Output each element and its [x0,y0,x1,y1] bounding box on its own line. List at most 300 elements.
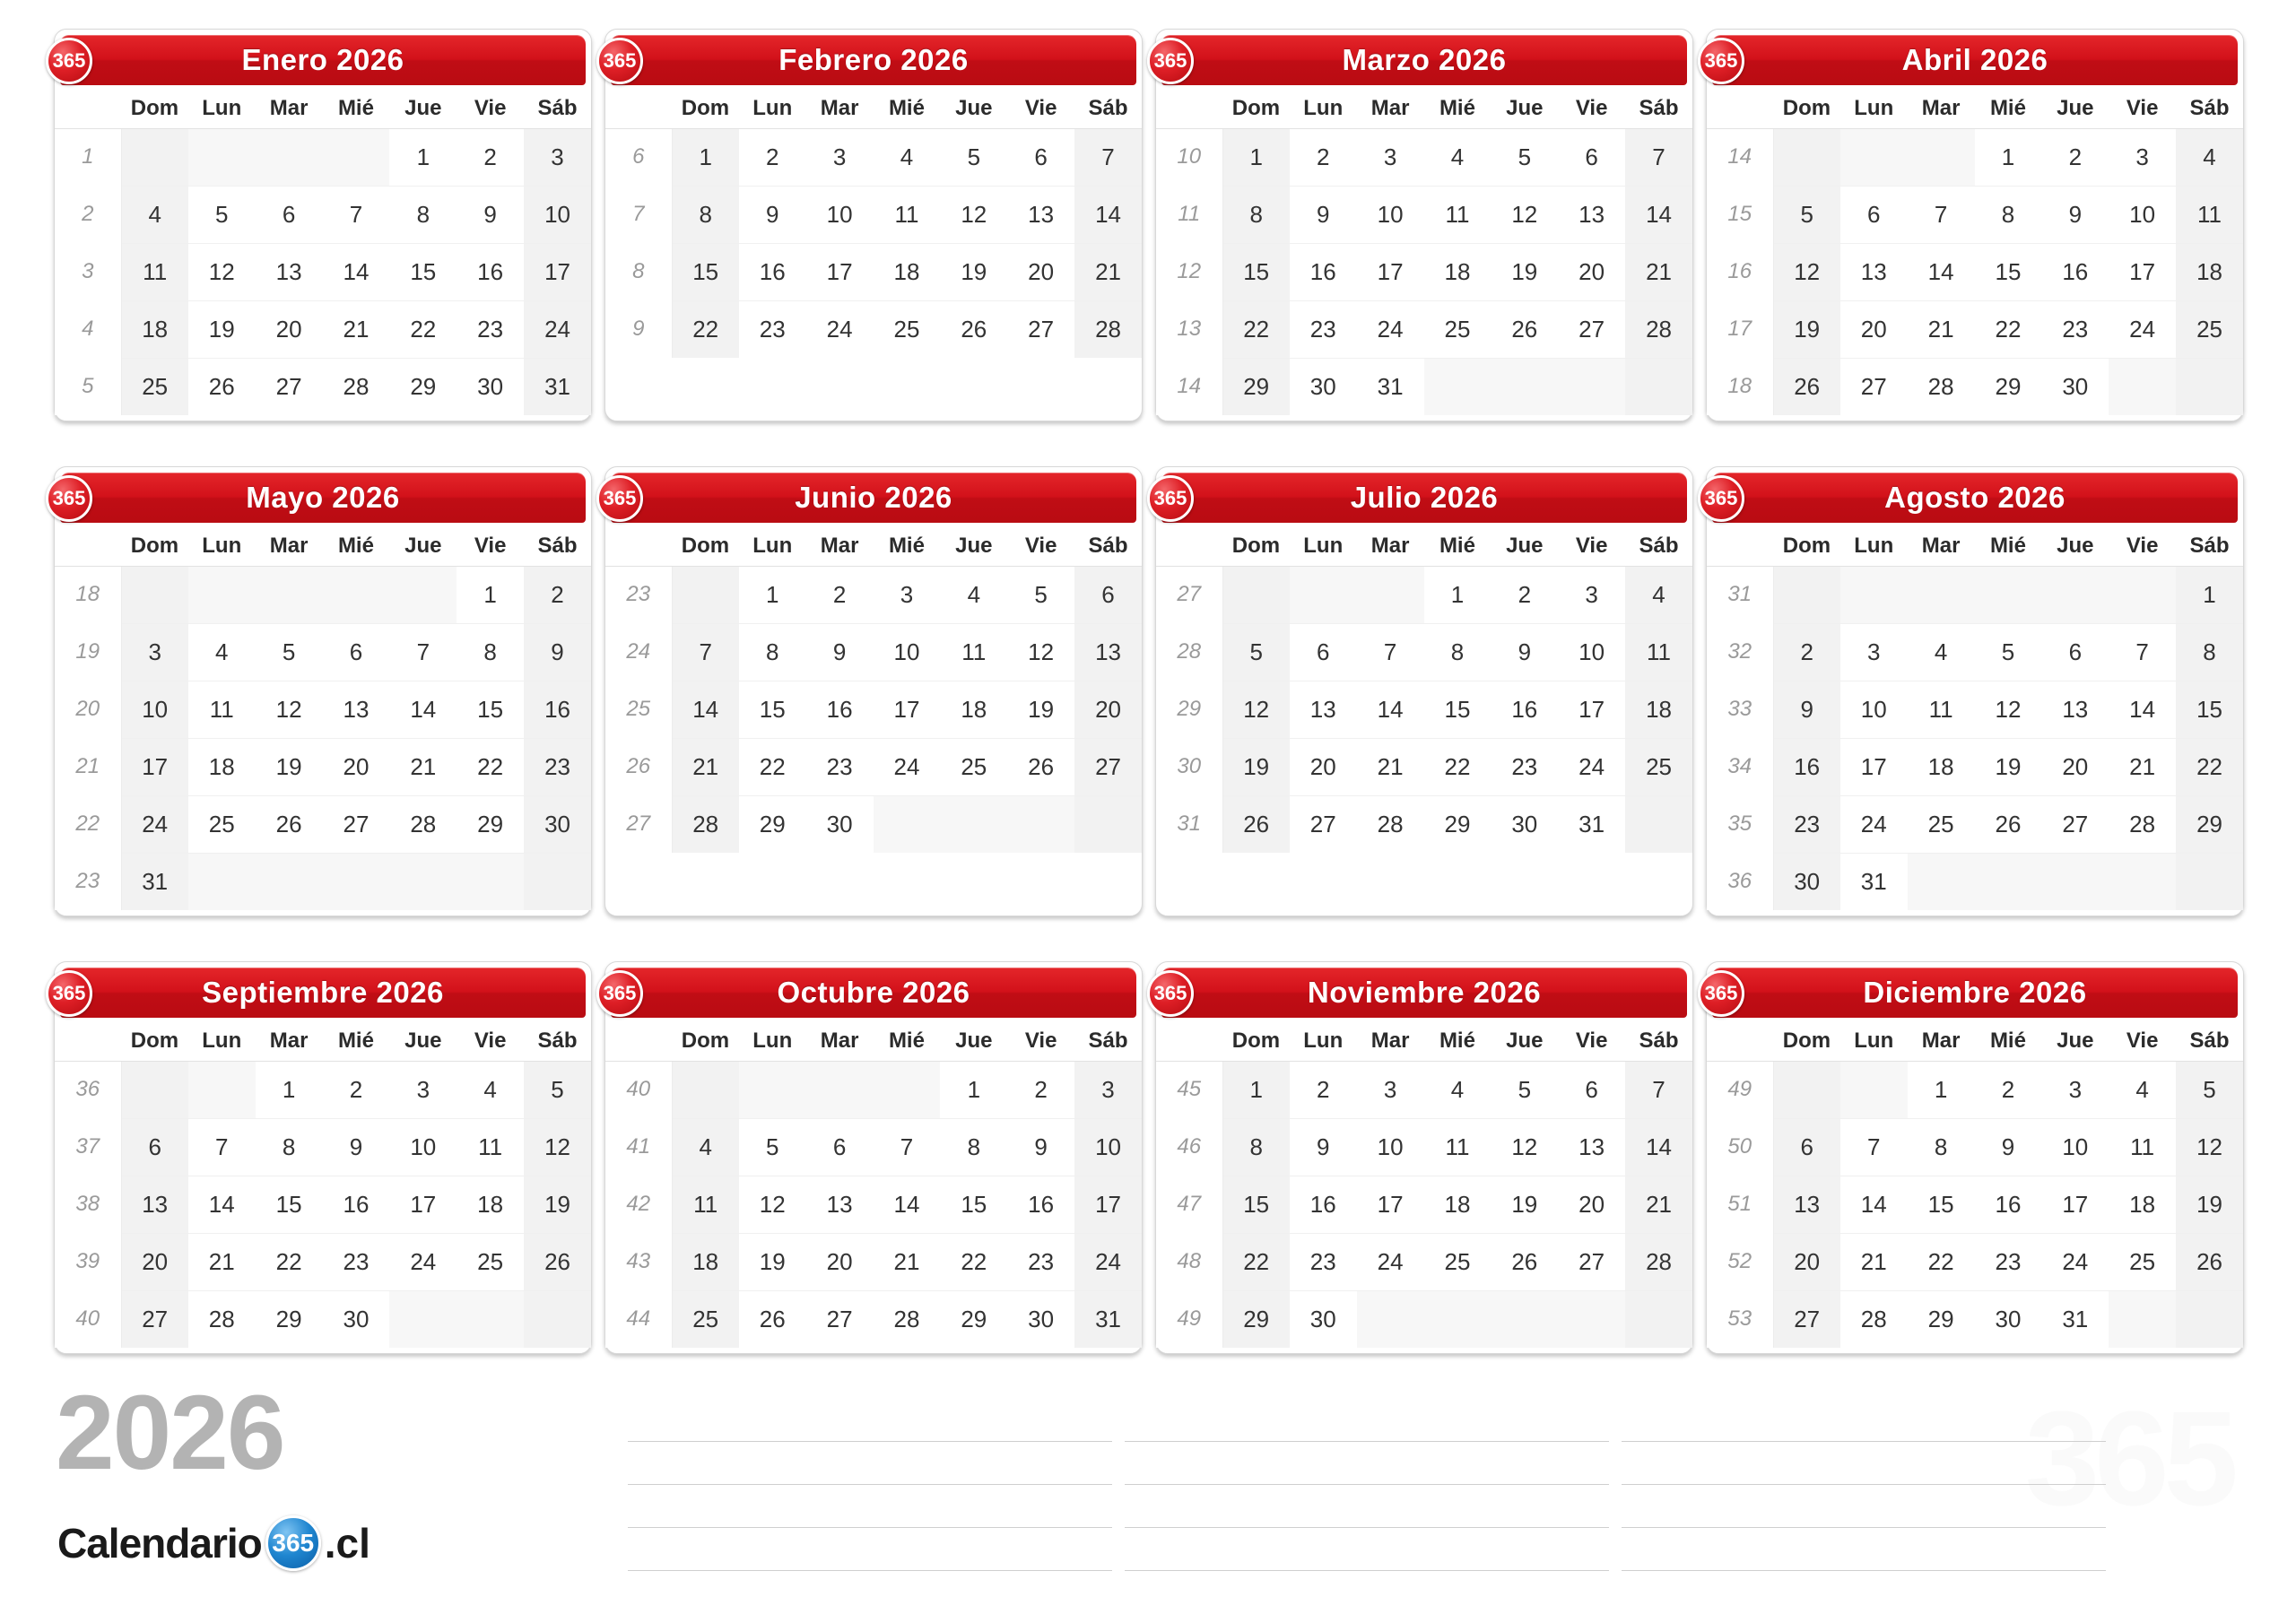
day-cell[interactable]: 17 [1558,681,1625,738]
day-cell[interactable]: 25 [893,315,920,343]
day-cell[interactable]: 17 [121,738,188,795]
day-cell[interactable]: 28 [389,795,457,853]
day-cell[interactable]: 9 [1491,623,1558,681]
day-cell[interactable]: 11 [1908,681,1975,738]
day-cell[interactable]: 7 [1074,128,1142,186]
day-cell[interactable]: 13 [2041,681,2109,738]
day-cell[interactable]: 21 [672,738,739,795]
day-cell[interactable]: 5 [1773,186,1840,243]
day-cell[interactable]: 7 [2109,623,2176,681]
day-cell[interactable]: 14 [1908,243,1975,300]
day-cell[interactable]: 8 [457,623,524,681]
day-cell[interactable]: 23 [1491,738,1558,795]
day-cell[interactable]: 22 [2176,738,2243,795]
day-cell[interactable]: 6 [256,186,323,243]
day-cell[interactable]: 5 [1491,1061,1558,1118]
day-cell[interactable]: 13 [256,243,323,300]
day-cell[interactable]: 4 [2176,128,2243,186]
day-cell[interactable]: 4 [672,1118,739,1176]
day-cell[interactable]: 24 [121,795,188,853]
day-cell[interactable]: 1 [739,566,806,623]
day-cell[interactable]: 9 [524,623,591,681]
day-cell[interactable]: 19 [1222,738,1290,795]
day-cell[interactable]: 12 [188,243,256,300]
day-cell[interactable]: 2 [1007,1061,1074,1118]
day-cell[interactable]: 20 [1558,243,1625,300]
day-cell[interactable]: 28 [1625,1233,1692,1290]
day-cell[interactable]: 16 [524,681,591,738]
day-cell[interactable]: 22 [1222,1233,1290,1290]
day-cell[interactable]: 26 [961,315,987,343]
day-cell[interactable]: 14 [874,1176,941,1233]
day-cell[interactable]: 29 [1444,810,1471,838]
day-cell[interactable]: 3 [1357,1061,1424,1118]
day-cell[interactable]: 1 [1975,128,2042,186]
day-cell[interactable]: 4 [1908,623,1975,681]
day-cell[interactable]: 18 [672,1233,739,1290]
day-cell[interactable]: 4 [940,566,1007,623]
day-cell[interactable]: 27 [1558,300,1625,358]
day-cell[interactable]: 10 [1840,681,1908,738]
day-cell[interactable]: 21 [1625,1176,1692,1233]
day-cell[interactable]: 27 [121,1290,188,1348]
day-cell[interactable]: 11 [457,1118,524,1176]
day-cell[interactable]: 17 [1074,1176,1142,1233]
day-cell[interactable]: 18 [188,738,256,795]
day-cell[interactable]: 28 [1074,300,1142,358]
day-cell[interactable]: 12 [1007,623,1074,681]
day-cell[interactable]: 2 [1773,623,1840,681]
day-cell[interactable]: 6 [1558,128,1625,186]
day-cell[interactable]: 19 [2176,1176,2243,1233]
day-cell[interactable]: 19 [188,300,256,358]
day-cell[interactable]: 13 [1558,1118,1625,1176]
day-cell[interactable]: 23 [759,315,786,343]
day-cell[interactable]: 3 [1357,128,1424,186]
day-cell[interactable]: 10 [2041,1118,2109,1176]
day-cell[interactable]: 6 [1007,128,1074,186]
day-cell[interactable]: 30 [1028,1305,1055,1332]
day-cell[interactable]: 16 [457,243,524,300]
day-cell[interactable]: 20 [121,1233,188,1290]
day-cell[interactable]: 3 [2041,1061,2109,1118]
day-cell[interactable]: 27 [275,372,302,400]
day-cell[interactable]: 4 [2109,1061,2176,1118]
day-cell[interactable]: 15 [389,243,457,300]
day-cell[interactable]: 2 [2041,128,2109,186]
day-cell[interactable]: 31 [121,853,188,910]
day-cell[interactable]: 8 [1222,186,1290,243]
day-cell[interactable]: 10 [1558,623,1625,681]
day-cell[interactable]: 14 [1625,186,1692,243]
day-cell[interactable]: 24 [1840,795,1908,853]
day-cell[interactable]: 14 [1840,1176,1908,1233]
day-cell[interactable]: 24 [2041,1233,2109,1290]
day-cell[interactable]: 17 [1357,243,1424,300]
note-line[interactable] [628,1485,1112,1528]
day-cell[interactable]: 20 [323,738,390,795]
day-cell[interactable]: 20 [1290,738,1357,795]
day-cell[interactable]: 4 [1424,128,1492,186]
day-cell[interactable]: 3 [806,128,874,186]
day-cell[interactable]: 26 [1007,738,1074,795]
note-line[interactable] [1622,1442,2106,1485]
day-cell[interactable]: 20 [1558,1176,1625,1233]
day-cell[interactable]: 22 [1908,1233,1975,1290]
day-cell[interactable]: 22 [1424,738,1492,795]
day-cell[interactable]: 21 [1357,738,1424,795]
day-cell[interactable]: 20 [1840,300,1908,358]
day-cell[interactable]: 5 [188,186,256,243]
note-line[interactable] [1125,1399,1609,1442]
day-cell[interactable]: 23 [323,1233,390,1290]
day-cell[interactable]: 19 [1773,300,1840,358]
day-cell[interactable]: 12 [1222,681,1290,738]
day-cell[interactable]: 9 [1773,681,1840,738]
day-cell[interactable]: 28 [1625,300,1692,358]
day-cell[interactable]: 19 [524,1176,591,1233]
site-logo[interactable] [57,1515,370,1571]
day-cell[interactable]: 11 [1625,623,1692,681]
day-cell[interactable]: 7 [874,1118,941,1176]
day-cell[interactable]: 23 [1007,1233,1074,1290]
day-cell[interactable]: 9 [806,623,874,681]
day-cell[interactable]: 4 [874,128,941,186]
day-cell[interactable]: 6 [1290,623,1357,681]
day-cell[interactable]: 16 [1491,681,1558,738]
day-cell[interactable]: 4 [1424,1061,1492,1118]
day-cell[interactable]: 21 [1840,1233,1908,1290]
day-cell[interactable]: 7 [1840,1118,1908,1176]
day-cell[interactable]: 1 [389,128,457,186]
day-cell[interactable]: 19 [1491,243,1558,300]
day-cell[interactable]: 1 [1908,1061,1975,1118]
day-cell[interactable]: 12 [524,1118,591,1176]
day-cell[interactable]: 14 [2109,681,2176,738]
day-cell[interactable]: 7 [389,623,457,681]
day-cell[interactable]: 9 [1007,1118,1074,1176]
day-cell[interactable]: 5 [2176,1061,2243,1118]
day-cell[interactable]: 4 [1625,566,1692,623]
day-cell[interactable]: 20 [806,1233,874,1290]
day-cell[interactable]: 15 [1975,243,2042,300]
day-cell[interactable]: 13 [323,681,390,738]
day-cell[interactable]: 29 [961,1305,987,1332]
day-cell[interactable]: 27 [1028,315,1055,343]
day-cell[interactable]: 17 [874,681,941,738]
day-cell[interactable]: 26 [1222,795,1290,853]
day-cell[interactable]: 6 [2041,623,2109,681]
day-cell[interactable]: 22 [1222,300,1290,358]
day-cell[interactable]: 5 [739,1118,806,1176]
day-cell[interactable]: 29 [1995,372,2022,400]
day-cell[interactable]: 16 [2041,243,2109,300]
day-cell[interactable]: 9 [1975,1118,2042,1176]
day-cell[interactable]: 1 [940,1061,1007,1118]
day-cell[interactable]: 22 [256,1233,323,1290]
day-cell[interactable]: 24 [1357,300,1424,358]
day-cell[interactable]: 8 [1424,623,1492,681]
day-cell[interactable]: 29 [1927,1305,1954,1332]
day-cell[interactable]: 13 [1773,1176,1840,1233]
day-cell[interactable]: 18 [121,300,188,358]
note-line[interactable] [1622,1399,2106,1442]
day-cell[interactable]: 25 [940,738,1007,795]
day-cell[interactable]: 13 [1840,243,1908,300]
day-cell[interactable]: 21 [874,1233,941,1290]
day-cell[interactable]: 13 [1290,681,1357,738]
day-cell[interactable]: 10 [1357,1118,1424,1176]
day-cell[interactable]: 22 [672,300,739,358]
day-cell[interactable]: 24 [1558,738,1625,795]
day-cell[interactable]: 28 [2109,795,2176,853]
day-cell[interactable]: 17 [2109,243,2176,300]
day-cell[interactable]: 18 [2109,1176,2176,1233]
day-cell[interactable]: 10 [1074,1118,1142,1176]
day-cell[interactable]: 19 [739,1233,806,1290]
day-cell[interactable]: 26 [2176,1233,2243,1290]
day-cell[interactable]: 30 [524,795,591,853]
day-cell[interactable]: 3 [874,566,941,623]
day-cell[interactable]: 1 [256,1061,323,1118]
day-cell[interactable]: 11 [1424,1118,1492,1176]
day-cell[interactable]: 3 [1558,566,1625,623]
day-cell[interactable]: 1 [1222,128,1290,186]
day-cell[interactable]: 5 [940,128,1007,186]
day-cell[interactable]: 11 [1424,186,1492,243]
day-cell[interactable]: 16 [806,681,874,738]
day-cell[interactable]: 26 [524,1233,591,1290]
day-cell[interactable]: 30 [343,1305,370,1332]
day-cell[interactable]: 25 [2176,300,2243,358]
day-cell[interactable]: 12 [1491,1118,1558,1176]
day-cell[interactable]: 27 [1309,810,1336,838]
day-cell[interactable]: 12 [1773,243,1840,300]
day-cell[interactable]: 26 [1975,795,2042,853]
day-cell[interactable]: 26 [1491,300,1558,358]
day-cell[interactable]: 17 [1357,1176,1424,1233]
day-cell[interactable]: 28 [1927,372,1954,400]
day-cell[interactable]: 7 [1908,186,1975,243]
note-line[interactable] [1125,1485,1609,1528]
day-cell[interactable]: 28 [893,1305,920,1332]
day-cell[interactable]: 5 [1975,623,2042,681]
day-cell[interactable]: 10 [121,681,188,738]
day-cell[interactable]: 23 [1290,300,1357,358]
day-cell[interactable]: 24 [524,300,591,358]
note-line[interactable] [628,1528,1112,1571]
day-cell[interactable]: 13 [1007,186,1074,243]
day-cell[interactable]: 6 [323,623,390,681]
day-cell[interactable]: 6 [1773,1118,1840,1176]
day-cell[interactable]: 2 [323,1061,390,1118]
day-cell[interactable]: 8 [389,186,457,243]
day-cell[interactable]: 5 [256,623,323,681]
day-cell[interactable]: 23 [1290,1233,1357,1290]
day-cell[interactable]: 5 [1222,623,1290,681]
day-cell[interactable]: 16 [739,243,806,300]
day-cell[interactable]: 10 [874,623,941,681]
day-cell[interactable]: 18 [1424,243,1492,300]
day-cell[interactable]: 1 [457,566,524,623]
day-cell[interactable]: 31 [1074,1290,1142,1348]
day-cell[interactable]: 30 [1309,1305,1336,1332]
day-cell[interactable]: 25 [1908,795,1975,853]
day-cell[interactable]: 30 [2062,372,2089,400]
day-cell[interactable]: 8 [672,186,739,243]
day-cell[interactable]: 30 [1773,853,1840,910]
day-cell[interactable]: 7 [188,1118,256,1176]
day-cell[interactable]: 18 [940,681,1007,738]
day-cell[interactable]: 12 [256,681,323,738]
day-cell[interactable]: 19 [256,738,323,795]
day-cell[interactable]: 15 [1424,681,1492,738]
day-cell[interactable]: 2 [1491,566,1558,623]
day-cell[interactable]: 29 [457,795,524,853]
note-line[interactable] [628,1442,1112,1485]
day-cell[interactable]: 3 [1840,623,1908,681]
day-cell[interactable]: 16 [323,1176,390,1233]
day-cell[interactable]: 26 [1773,358,1840,415]
day-cell[interactable]: 15 [1222,1176,1290,1233]
day-cell[interactable]: 26 [759,1305,786,1332]
day-cell[interactable]: 2 [1290,128,1357,186]
day-cell[interactable]: 2 [524,566,591,623]
day-cell[interactable]: 1 [2176,566,2243,623]
day-cell[interactable]: 9 [323,1118,390,1176]
day-cell[interactable]: 23 [457,300,524,358]
day-cell[interactable]: 9 [2041,186,2109,243]
day-cell[interactable]: 1 [1424,566,1492,623]
day-cell[interactable]: 15 [940,1176,1007,1233]
day-cell[interactable]: 30 [826,810,853,838]
day-cell[interactable]: 8 [1222,1118,1290,1176]
day-cell[interactable]: 2 [739,128,806,186]
day-cell[interactable]: 7 [672,623,739,681]
day-cell[interactable]: 3 [389,1061,457,1118]
note-line[interactable] [1125,1442,1609,1485]
day-cell[interactable]: 19 [1491,1176,1558,1233]
day-cell[interactable]: 23 [2041,300,2109,358]
day-cell[interactable]: 14 [389,681,457,738]
day-cell[interactable]: 14 [1625,1118,1692,1176]
day-cell[interactable]: 8 [940,1118,1007,1176]
day-cell[interactable]: 24 [2109,300,2176,358]
day-cell[interactable]: 28 [1860,1305,1887,1332]
day-cell[interactable]: 27 [1773,1290,1840,1348]
day-cell[interactable]: 28 [1377,810,1404,838]
day-cell[interactable]: 31 [1860,867,1887,895]
day-cell[interactable]: 21 [323,300,390,358]
day-cell[interactable]: 23 [1773,795,1840,853]
day-cell[interactable]: 2 [806,566,874,623]
day-cell[interactable]: 9 [1290,186,1357,243]
day-cell[interactable]: 24 [389,1233,457,1290]
day-cell[interactable]: 6 [1558,1061,1625,1118]
day-cell[interactable]: 15 [672,243,739,300]
day-cell[interactable]: 12 [940,186,1007,243]
day-cell[interactable]: 19 [1007,681,1074,738]
day-cell[interactable]: 27 [1860,372,1887,400]
day-cell[interactable]: 1 [1222,1061,1290,1118]
day-cell[interactable]: 16 [1290,1176,1357,1233]
day-cell[interactable]: 3 [2109,128,2176,186]
day-cell[interactable]: 7 [1625,128,1692,186]
day-cell[interactable]: 13 [1558,186,1625,243]
day-cell[interactable]: 18 [1625,681,1692,738]
day-cell[interactable]: 25 [188,795,256,853]
day-cell[interactable]: 5 [524,1061,591,1118]
day-cell[interactable]: 17 [2041,1176,2109,1233]
day-cell[interactable]: 10 [2109,186,2176,243]
day-cell[interactable]: 16 [1290,243,1357,300]
day-cell[interactable]: 20 [2041,738,2109,795]
note-line[interactable] [1622,1485,2106,1528]
day-cell[interactable]: 21 [188,1233,256,1290]
day-cell[interactable]: 25 [2109,1233,2176,1290]
day-cell[interactable]: 29 [759,810,786,838]
day-cell[interactable]: 26 [256,795,323,853]
day-cell[interactable]: 18 [457,1176,524,1233]
day-cell[interactable]: 25 [1424,300,1492,358]
day-cell[interactable]: 27 [1074,738,1142,795]
day-cell[interactable]: 30 [1995,1305,2022,1332]
day-cell[interactable]: 19 [940,243,1007,300]
day-cell[interactable]: 17 [524,243,591,300]
day-cell[interactable]: 17 [389,1176,457,1233]
day-cell[interactable]: 22 [940,1233,1007,1290]
day-cell[interactable]: 5 [1007,566,1074,623]
day-cell[interactable]: 11 [2109,1118,2176,1176]
day-cell[interactable]: 28 [672,795,739,853]
day-cell[interactable]: 31 [1377,372,1404,400]
day-cell[interactable]: 28 [343,372,370,400]
day-cell[interactable]: 11 [2176,186,2243,243]
day-cell[interactable]: 22 [457,738,524,795]
day-cell[interactable]: 3 [524,128,591,186]
day-cell[interactable]: 13 [1074,623,1142,681]
day-cell[interactable]: 9 [1290,1118,1357,1176]
day-cell[interactable]: 30 [477,372,504,400]
day-cell[interactable]: 24 [826,315,853,343]
day-cell[interactable]: 9 [739,186,806,243]
day-cell[interactable]: 18 [874,243,941,300]
day-cell[interactable]: 21 [1625,243,1692,300]
day-cell[interactable]: 12 [1975,681,2042,738]
day-cell[interactable]: 15 [1908,1176,1975,1233]
day-cell[interactable]: 29 [275,1305,302,1332]
day-cell[interactable]: 7 [1357,623,1424,681]
day-cell[interactable]: 25 [1424,1233,1492,1290]
day-cell[interactable]: 31 [2062,1305,2089,1332]
day-cell[interactable]: 10 [1357,186,1424,243]
day-cell[interactable]: 4 [457,1061,524,1118]
day-cell[interactable]: 21 [2109,738,2176,795]
day-cell[interactable]: 14 [672,681,739,738]
day-cell[interactable]: 25 [672,1290,739,1348]
day-cell[interactable]: 15 [256,1176,323,1233]
day-cell[interactable]: 29 [410,372,437,400]
day-cell[interactable]: 5 [1491,128,1558,186]
day-cell[interactable]: 29 [2176,795,2243,853]
day-cell[interactable]: 22 [389,300,457,358]
day-cell[interactable]: 12 [1491,186,1558,243]
day-cell[interactable]: 20 [1074,681,1142,738]
day-cell[interactable]: 17 [806,243,874,300]
day-cell[interactable]: 19 [1975,738,2042,795]
day-cell[interactable]: 8 [2176,623,2243,681]
day-cell[interactable]: 18 [2176,243,2243,300]
